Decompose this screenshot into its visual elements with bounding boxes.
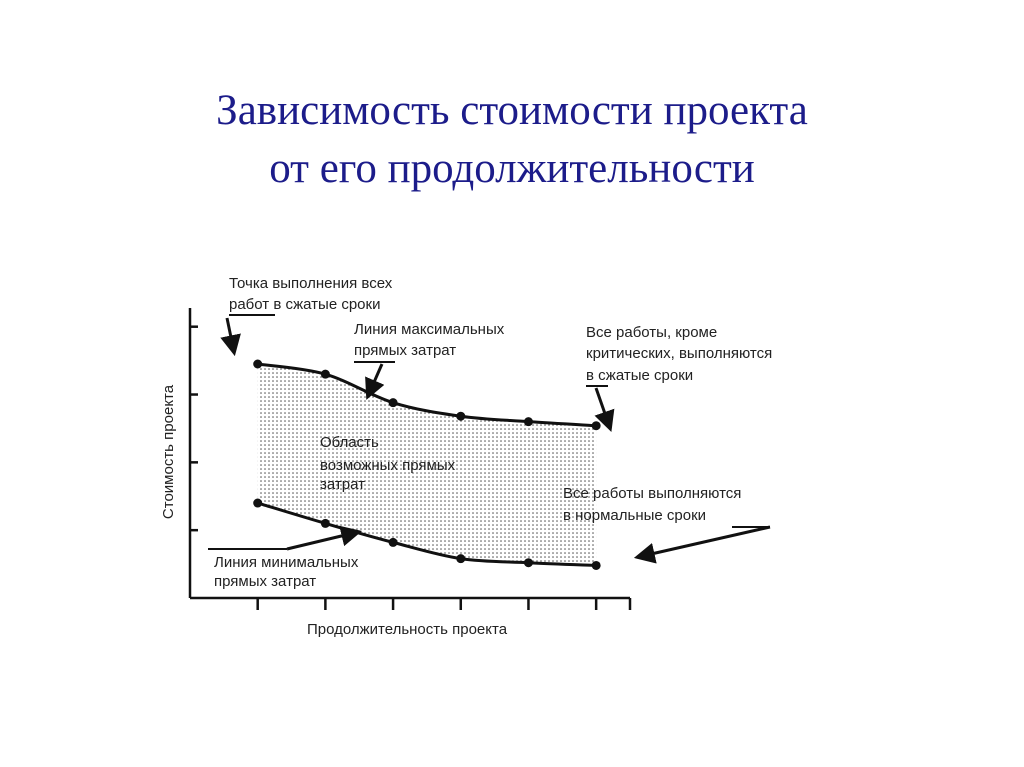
region-label-line-2: возможных прямых (320, 457, 456, 474)
annotation-all-crash-line-1: Все работы, кроме (586, 324, 718, 341)
annotation-crash-point-line-1: Точка выполнения всех (229, 275, 393, 292)
annotation-all-crash-line-2: критических, выполняются (586, 345, 773, 362)
annotation-max-line-line-2: прямых затрат (354, 342, 457, 359)
svg-text:Линия минимальных прямых (214, 554, 363, 590)
annotation-all-crash-line-3: в сжатые сроки (586, 367, 694, 384)
annotation-all-normal-line-2: в нормальные сроки (563, 507, 707, 524)
data-point-max (456, 412, 465, 421)
annotation-all-crash (586, 324, 776, 428)
annotation-min-line-arrow (287, 532, 358, 549)
region-label-line-1: Область (320, 434, 379, 451)
slide-title-line-2: от его продолжительности (269, 145, 755, 192)
y-axis-label: Стоимость проекта (160, 384, 177, 520)
data-point-min (592, 561, 601, 570)
annotation-min-line-line-2: прямых затрат (214, 573, 317, 590)
svg-text:Все работы, кроме критич (586, 324, 776, 384)
data-point-min (524, 558, 533, 567)
annotation-all-normal-arrow (638, 527, 770, 557)
data-point-max (524, 417, 533, 426)
data-point-max (321, 370, 330, 379)
data-point-min (456, 554, 465, 563)
slide-title-line-1: Зависимость стоимости проекта (216, 87, 808, 134)
svg-text:Линия максимальных прямы (354, 321, 508, 359)
annotation-max-line (354, 321, 508, 396)
annotation-max-line-line-1: Линия максимальных (354, 321, 505, 338)
x-axis-label: Продолжительность проекта (306, 621, 508, 638)
data-point-max (253, 360, 262, 369)
annotation-crash-point-arrow (227, 318, 234, 352)
annotation-min-line (208, 532, 363, 590)
data-point-max (389, 398, 398, 407)
annotation-min-line-line-1: Линия минимальных (214, 554, 359, 571)
region-label-line-3: затрат (320, 476, 365, 493)
annotation-all-normal-line-1: Все работы выполняются (563, 485, 742, 502)
svg-text:Точка выполнения всех ра (229, 275, 396, 313)
annotation-crash-point (227, 275, 396, 352)
data-point-min (253, 499, 262, 508)
data-point-max (592, 421, 601, 430)
annotation-crash-point-line-2: работ в сжатые сроки (229, 296, 381, 313)
data-point-min (321, 519, 330, 528)
data-point-min (389, 538, 398, 547)
annotation-max-line-arrow (368, 364, 382, 396)
